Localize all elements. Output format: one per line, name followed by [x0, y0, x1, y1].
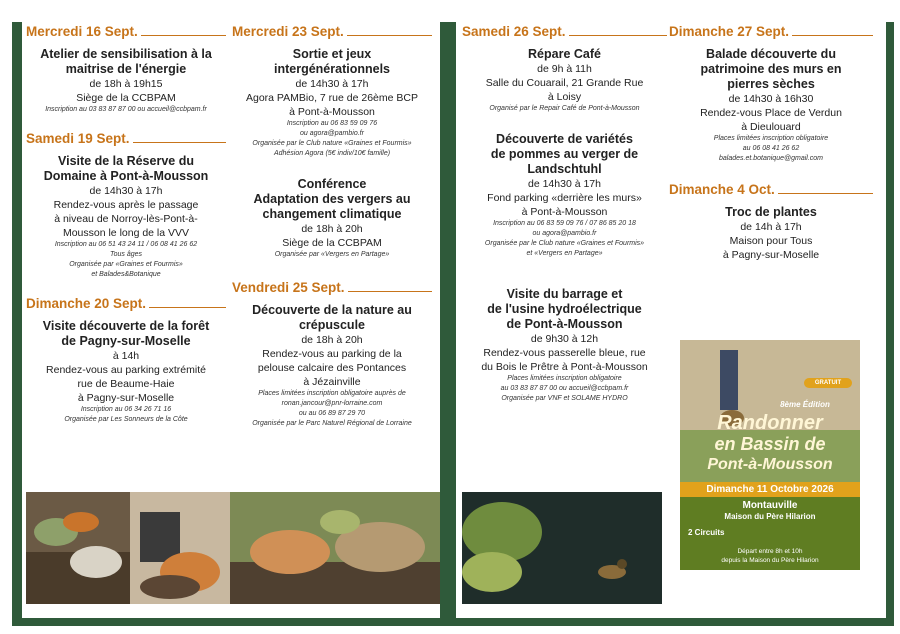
- day-heading-rule: [347, 34, 432, 36]
- event-note: Organisée par le Club nature «Graines et Fourmis»: [252, 140, 412, 147]
- event-title-line: Atelier de sensibilisation à la: [40, 47, 212, 61]
- event-detail: à Pont-à-Mousson: [289, 106, 375, 118]
- event-title-line: de Pagny-sur-Moselle: [61, 334, 191, 348]
- poster-departure-1: Départ entre 8h et 10h: [737, 548, 803, 555]
- event-block: [462, 132, 667, 259]
- day-heading-rule: [348, 290, 432, 292]
- photo-gardening-tools: [26, 492, 130, 604]
- event-title-line: Sortie et jeux: [292, 47, 372, 61]
- event-note: au 03 83 87 87 00 ou accueil@ccbpam.fr: [500, 385, 629, 392]
- event-note: ou agora@pambio.fr: [300, 130, 364, 137]
- day-heading: [26, 131, 226, 146]
- event-title-line: patrimoine des murs en: [700, 62, 842, 76]
- event-detail: Maison pour Tous: [729, 235, 813, 247]
- event-note: Tous âges: [109, 251, 143, 258]
- day-heading-rule: [792, 34, 873, 36]
- event-block: [462, 287, 667, 404]
- event-detail: rue de Beaume-Haie: [77, 378, 175, 390]
- event-title: [232, 303, 432, 333]
- event-detail: Siège de la CCBPAM: [282, 237, 382, 249]
- poster-edition: 8ème Édition: [780, 400, 830, 409]
- event-detail: à 14h: [112, 350, 140, 362]
- event-title-line: Landschtuhl: [527, 162, 602, 176]
- event-detail: Fond parking «derrière les murs»: [487, 192, 642, 204]
- event-title: [26, 154, 226, 184]
- border-bottom: [12, 618, 894, 626]
- event-title-line: crépuscule: [298, 318, 365, 332]
- border-right: [886, 22, 894, 622]
- event-note: Inscription au 06 34 26 71 16: [80, 406, 172, 413]
- event-block: [669, 205, 873, 262]
- day-heading-rule: [141, 34, 226, 36]
- event-detail: de 14h30 à 17h: [528, 178, 601, 190]
- day-section: [26, 24, 226, 115]
- poster-venue: Maison du Père Hilarion: [724, 512, 816, 521]
- event-title-line: de l'usine hydroélectrique: [487, 302, 642, 316]
- day-heading-rule: [149, 306, 226, 308]
- event-title-line: Visite de la Réserve du: [58, 154, 194, 168]
- event-note: Inscription au 03 83 87 87 00 ou accueil@ccbpam.fr: [45, 106, 207, 113]
- photo-gardening-tools-image: [26, 492, 130, 604]
- day-section: [462, 24, 667, 404]
- event-title-line: Balade découverte du: [706, 47, 836, 61]
- event-title-line: Domaine à Pont-à-Mousson: [43, 169, 209, 183]
- poster-place: Montauville: [742, 500, 798, 511]
- event-detail: Mousson le long de la VVV: [62, 227, 190, 239]
- event-detail: Siège de la CCBPAM: [76, 92, 176, 104]
- event-note: Organisé par le Repair Café de Pont-à-Mousson: [489, 105, 640, 112]
- event-title-line: Découverte de variétés: [496, 132, 633, 146]
- event-title-line: Répare Café: [528, 47, 601, 61]
- event-detail: à Loisy: [547, 91, 582, 103]
- event-title-line: Visite du barrage et: [506, 287, 623, 301]
- event-note: ronan.jancour@pnr-lorraine.com: [281, 400, 383, 407]
- event-detail: de 9h à 11h: [537, 63, 592, 75]
- photo-hands-soil-image: [230, 492, 440, 604]
- poster-badge: GRATUIT: [804, 378, 852, 388]
- day-heading-text: Dimanche 20 Sept.: [26, 296, 147, 311]
- event-title-line: Conférence: [297, 177, 367, 191]
- event-detail: de 14h30 à 16h30: [728, 93, 814, 105]
- event-detail: à Pagny-sur-Moselle: [77, 392, 175, 404]
- event-detail: de 18h à 20h: [301, 334, 363, 346]
- event-detail: à Pont-à-Mousson: [521, 206, 608, 218]
- event-title-line: Troc de plantes: [725, 205, 817, 219]
- event-note: Organisée par Les Sonneurs de la Côte: [64, 416, 188, 423]
- day-section: [26, 131, 226, 280]
- event-title: [669, 47, 873, 92]
- event-title-line: intergénérationnels: [274, 62, 390, 76]
- event-title-line: Découverte de la nature au: [252, 303, 412, 317]
- event-title-line: maitrise de l'énergie: [65, 62, 187, 76]
- event-detail: Rendez-vous au parking de la: [262, 348, 402, 360]
- day-heading-text: Mercredi 16 Sept.: [26, 24, 138, 39]
- event-note: balades.et.botanique@gmail.com: [718, 155, 823, 162]
- day-heading: [26, 296, 226, 311]
- event-detail: à Pagny-sur-Moselle: [722, 249, 820, 261]
- event-note: Places limitées inscription obligatoire: [507, 375, 622, 382]
- border-left: [12, 22, 22, 622]
- photo-hands-soil: [230, 492, 440, 604]
- event-note: Organisée par VNF et SOLAME HYDRO: [501, 395, 628, 402]
- event-title-line: Visite découverte de la forêt: [42, 319, 210, 333]
- event-detail: de 9h30 à 12h: [530, 333, 599, 345]
- event-block: [26, 319, 226, 425]
- event-note: ou au 06 89 87 29 70: [298, 410, 366, 417]
- day-heading: [232, 280, 432, 295]
- event-detail: Salle du Couarail, 21 Grande Rue: [485, 77, 644, 89]
- event-title-line: de pommes au verger de: [490, 147, 639, 161]
- day-heading-text: Vendredi 25 Sept.: [232, 280, 345, 295]
- event-title: [232, 47, 432, 77]
- event-detail: de 18h à 20h: [301, 223, 363, 235]
- event-title-line: pierres sèches: [727, 77, 815, 91]
- day-heading: [669, 24, 873, 39]
- event-note: ou agora@pambio.fr: [532, 230, 597, 237]
- event-note: Places limitées inscription obligatoire: [713, 135, 829, 142]
- event-note: Organisée par «Graines et Fourmis»: [69, 261, 183, 268]
- event-detail: Rendez-vous Place de Verdun: [700, 107, 842, 119]
- hiking-poster: [680, 340, 860, 602]
- poster-departure-2: depuis la Maison du Père Hilarion: [721, 557, 819, 564]
- day-heading: [26, 24, 226, 39]
- event-note: Places limitées inscription obligatoire auprès de: [258, 390, 406, 397]
- event-note: et «Vergers en Partage»: [526, 250, 603, 257]
- event-note: Inscription au 06 51 43 24 11 / 06 08 41 26 62: [54, 241, 198, 248]
- event-detail: à Dieulouard: [741, 121, 801, 133]
- photo-potting-plants: [130, 492, 230, 604]
- event-title-line: changement climatique: [262, 207, 402, 221]
- event-note: Inscription au 06 83 59 09 76 / 07 86 85 20 18: [493, 220, 636, 227]
- day-heading-text: Mercredi 23 Sept.: [232, 24, 344, 39]
- column-4: [669, 24, 873, 262]
- column-2: [232, 24, 432, 429]
- event-detail: pelouse calcaire des Pontances: [257, 362, 407, 374]
- photo-pond-duck: [462, 492, 662, 604]
- event-note: Inscription au 06 83 59 09 76: [286, 120, 378, 127]
- event-title: [462, 132, 667, 177]
- photo-pond-duck-image: [462, 492, 662, 604]
- event-block: [26, 47, 226, 115]
- poster-title-2: en Bassin de: [714, 434, 826, 454]
- event-title: [462, 287, 667, 332]
- event-note: Adhésion Agora (5€ indiv/10€ famille): [273, 150, 391, 157]
- event-block: [462, 47, 667, 114]
- day-section: [26, 296, 226, 425]
- event-note: et Balades&Botanique: [91, 271, 161, 278]
- day-heading-rule: [569, 34, 667, 36]
- day-section: [232, 280, 432, 429]
- day-heading-rule: [778, 192, 873, 194]
- poster-circuits: 2 Circuits: [688, 528, 725, 537]
- poster-date: Dimanche 11 Octobre 2026: [680, 482, 860, 497]
- event-title: [232, 177, 432, 222]
- event-block: [232, 177, 432, 260]
- event-note: Organisée par le Club nature «Graines et Fourmis»: [484, 240, 645, 247]
- event-detail: de 14h à 17h: [740, 221, 802, 233]
- leaflet: [0, 22, 900, 622]
- event-detail: de 14h30 à 17h: [295, 78, 369, 90]
- event-block: [669, 47, 873, 164]
- event-block: [232, 303, 432, 429]
- event-detail: à niveau de Norroy-lès-Pont-à-: [54, 213, 198, 225]
- day-heading-text: Samedi 19 Sept.: [26, 131, 130, 146]
- column-1: [26, 24, 226, 425]
- event-detail: à Jézainville: [303, 376, 361, 388]
- day-heading-text: Dimanche 27 Sept.: [669, 24, 790, 39]
- day-section: [669, 182, 873, 262]
- event-note: au 06 08 41 26 62: [742, 145, 800, 152]
- event-note: Organisée par «Vergers en Partage»: [274, 251, 390, 258]
- event-block: [232, 47, 432, 159]
- event-detail: de 18h à 19h15: [89, 78, 163, 90]
- event-title: [26, 47, 226, 77]
- day-heading-text: Samedi 26 Sept.: [462, 24, 566, 39]
- event-title-line: de Pont-à-Mousson: [506, 317, 623, 331]
- event-note: Organisée par le Parc Naturel Régional de Lorraine: [252, 420, 412, 427]
- event-title-line: Adaptation des vergers au: [253, 192, 411, 206]
- event-title: [26, 319, 226, 349]
- day-heading: [232, 24, 432, 39]
- fold-strip: [440, 22, 456, 622]
- event-detail: Rendez-vous passerelle bleue, rue: [483, 347, 646, 359]
- event-title: [669, 205, 873, 220]
- event-block: [26, 154, 226, 280]
- poster-title-3: Pont-à-Mousson: [707, 456, 833, 473]
- event-detail: du Bois le Prêtre à Pont-à-Mousson: [481, 361, 648, 373]
- day-heading-text: Dimanche 4 Oct.: [669, 182, 775, 197]
- day-section: [669, 24, 873, 164]
- day-section: [232, 24, 432, 260]
- event-detail: Rendez-vous au parking extrémité: [46, 364, 206, 376]
- day-heading: [669, 182, 873, 197]
- event-detail: Agora PAMBio, 7 rue de 26ème BCP: [246, 92, 418, 104]
- day-heading: [462, 24, 667, 39]
- day-heading-rule: [133, 141, 226, 143]
- column-3: [462, 24, 667, 404]
- event-detail: de 14h30 à 17h: [89, 185, 163, 197]
- poster-title-1: Randonner: [717, 412, 823, 434]
- event-title: [462, 47, 667, 62]
- event-detail: Rendez-vous après le passage: [53, 199, 199, 211]
- photo-potting-plants-image: [130, 492, 230, 604]
